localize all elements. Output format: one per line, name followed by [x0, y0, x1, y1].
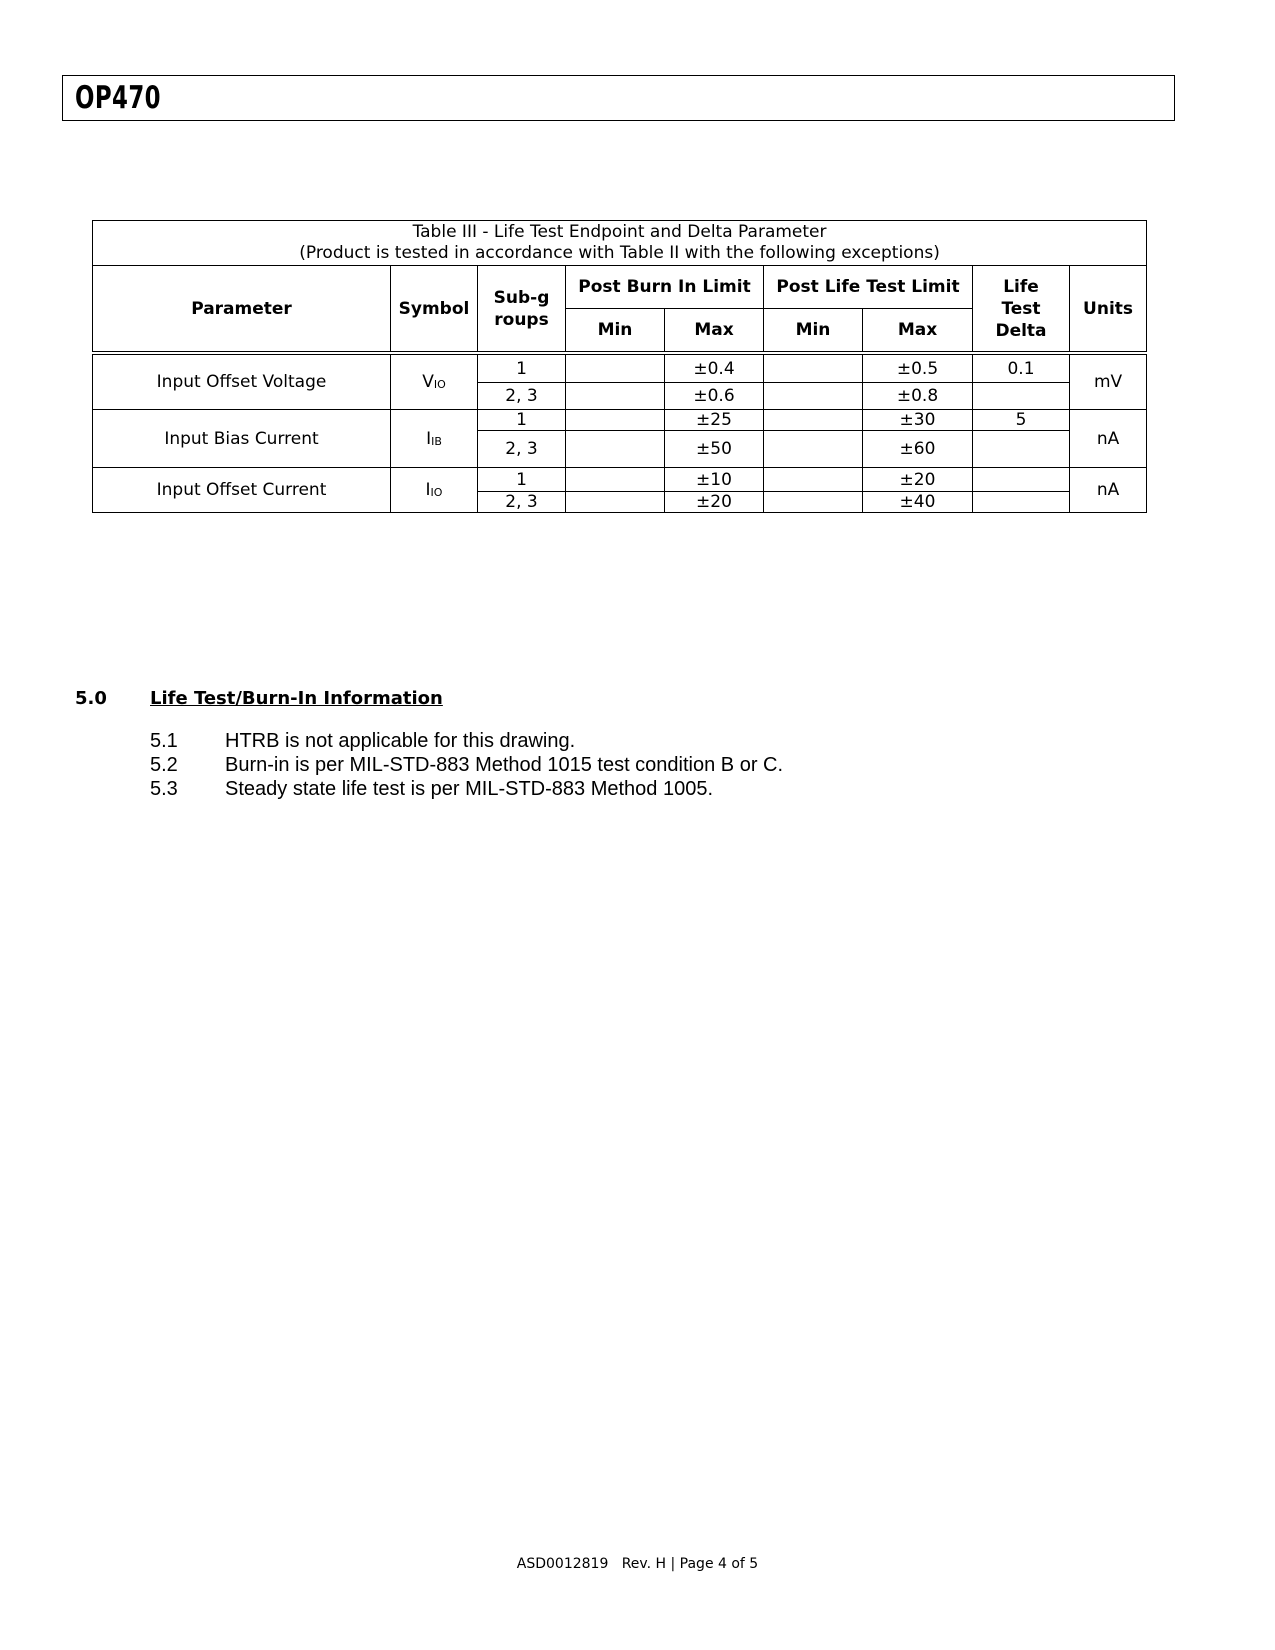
- table-row: [93, 410, 1147, 431]
- burn-max-cell: ±25: [665, 410, 764, 431]
- delta-cell: 0.1: [973, 355, 1070, 383]
- burn-min-cell: [566, 410, 665, 431]
- delta-cell: [973, 468, 1070, 492]
- item-number: 5.1: [150, 730, 178, 752]
- burn-max-cell: ±50: [665, 431, 764, 468]
- burn-max-cell: ±0.6: [665, 383, 764, 410]
- burn-min-cell: [566, 383, 665, 410]
- item-text: Steady state life test is per MIL-STD-883 Method 1005.: [225, 778, 714, 800]
- symbol-cell: [391, 410, 478, 468]
- subgroup-cell: 2, 3: [478, 383, 566, 410]
- burn-min-cell: [566, 468, 665, 492]
- symbol-subscript: IO: [430, 486, 443, 499]
- header-burn-min: Min: [566, 309, 665, 352]
- section-title: Life Test/Burn-In Information: [150, 688, 443, 709]
- subgroup-cell: 2, 3: [478, 431, 566, 468]
- param-cell: Input Offset Current: [93, 468, 391, 513]
- delta-cell: [973, 383, 1070, 410]
- delta-cell: [973, 492, 1070, 513]
- table-row: [93, 355, 1147, 383]
- header-life-test-delta: [973, 266, 1070, 352]
- item-number: 5.2: [150, 754, 178, 776]
- header-subgroups-label: Sub-groups: [493, 287, 550, 330]
- subgroup-cell: 2, 3: [478, 492, 566, 513]
- item-number: 5.3: [150, 778, 178, 800]
- table-row: [93, 468, 1147, 492]
- page-footer: ASD0012819 Rev. H | Page 4 of 5: [516, 1556, 759, 1572]
- burn-max-cell: ±0.4: [665, 355, 764, 383]
- subgroup-cell: 1: [478, 468, 566, 492]
- life-max-cell: ±60: [863, 431, 973, 468]
- life-min-cell: [764, 468, 863, 492]
- header-post-life-test-limit: Post Life Test Limit: [764, 266, 973, 309]
- table-caption: [93, 221, 1147, 266]
- burn-min-cell: [566, 492, 665, 513]
- subgroup-cell: 1: [478, 410, 566, 431]
- units-cell: nA: [1070, 468, 1147, 513]
- document-title: OP470: [75, 80, 161, 116]
- item-text: Burn-in is per MIL-STD-883 Method 1015 test condition B or C.: [225, 754, 784, 776]
- life-min-cell: [764, 492, 863, 513]
- symbol-subscript: IB: [431, 434, 442, 448]
- header-life-max: Max: [863, 309, 973, 352]
- life-max-cell: ±0.8: [863, 383, 973, 410]
- symbol-main: I: [426, 428, 432, 449]
- table-caption-line1: Table III - Life Test Endpoint and Delta Parameter: [412, 222, 827, 242]
- header-symbol: Symbol: [391, 266, 478, 352]
- life-min-cell: [764, 355, 863, 383]
- life-test-table: [92, 220, 1147, 513]
- header-post-burn-in-limit: Post Burn In Limit: [566, 266, 764, 309]
- life-max-cell: ±40: [863, 492, 973, 513]
- param-cell: Input Offset Voltage: [93, 355, 391, 410]
- delta-cell: 5: [973, 410, 1070, 431]
- header-life-min: Min: [764, 309, 863, 352]
- header-parameter: Parameter: [93, 266, 391, 352]
- symbol-cell: [391, 355, 478, 410]
- header-subgroups: [478, 266, 566, 352]
- subgroup-cell: 1: [478, 355, 566, 383]
- life-min-cell: [764, 431, 863, 468]
- symbol-main: I: [425, 480, 431, 500]
- life-max-cell: ±30: [863, 410, 973, 431]
- header-box: [62, 75, 1175, 121]
- section-number: 5.0: [75, 688, 107, 709]
- item-text: HTRB is not applicable for this drawing.: [225, 730, 576, 752]
- life-max-cell: ±0.5: [863, 355, 973, 383]
- burn-max-cell: ±20: [665, 492, 764, 513]
- symbol-main: V: [422, 372, 434, 392]
- life-max-cell: ±20: [863, 468, 973, 492]
- burn-max-cell: ±10: [665, 468, 764, 492]
- burn-min-cell: [566, 355, 665, 383]
- symbol-cell: [391, 468, 478, 513]
- header-units: Units: [1070, 266, 1147, 352]
- life-test-table-container: [92, 220, 1146, 513]
- units-cell: nA: [1070, 410, 1147, 468]
- header-life-test-delta-label: Life Test Delta: [995, 276, 1047, 341]
- delta-cell: [973, 431, 1070, 468]
- table-caption-line2: (Product is tested in accordance with Table II with the following exceptions): [299, 243, 940, 263]
- param-cell: Input Bias Current: [93, 410, 391, 468]
- life-min-cell: [764, 383, 863, 410]
- life-min-cell: [764, 410, 863, 431]
- units-cell: mV: [1070, 355, 1147, 410]
- symbol-subscript: IO: [433, 378, 446, 391]
- header-burn-max: Max: [665, 309, 764, 352]
- burn-min-cell: [566, 431, 665, 468]
